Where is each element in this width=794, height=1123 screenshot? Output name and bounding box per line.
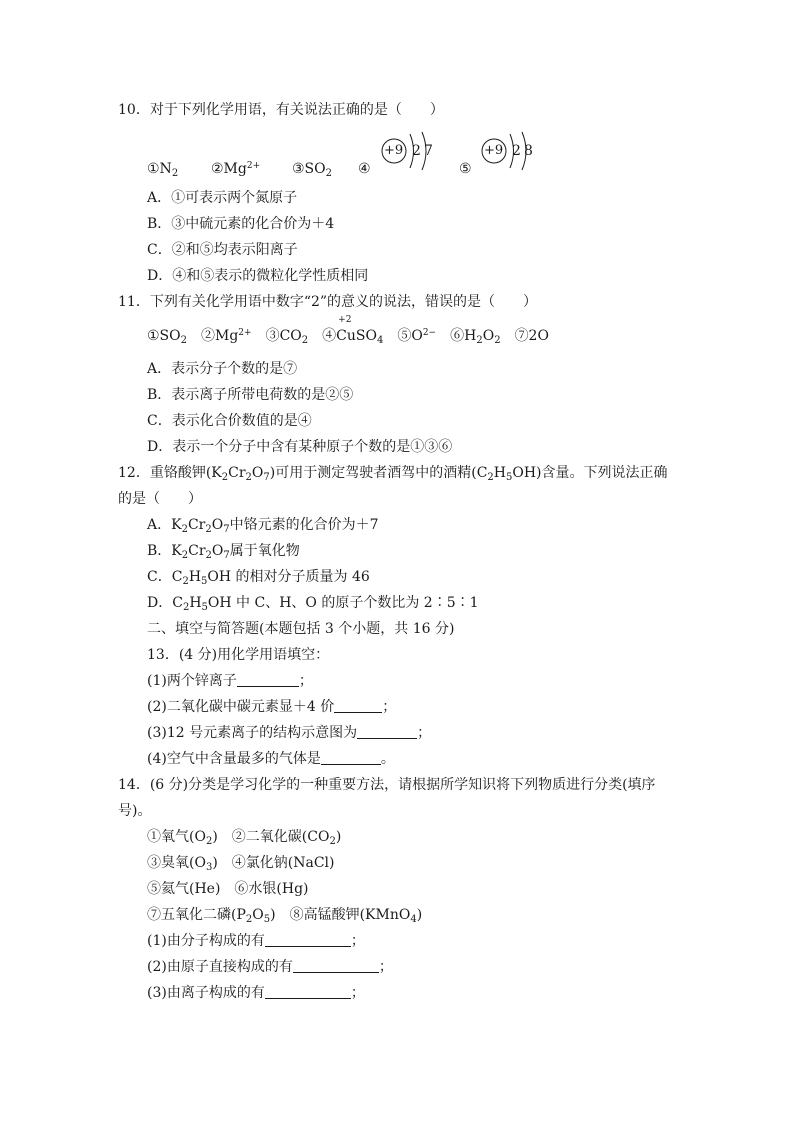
q13-part1: (1)两个锌离子 ； — [147, 673, 313, 689]
q13-part2: (2)二氧化碳中碳元素显＋4 价 ； — [147, 699, 397, 715]
q12-option-c: C．$C_2H_5OH$ 的相对分子质量为 46 — [147, 569, 370, 587]
q14-part3: (3)由离子构成的有 ； — [147, 985, 365, 1001]
q14-row2: ③臭氧$(O_3)$ ④氯化钠(NaCl) — [147, 855, 335, 873]
q10-option-d: D．④和⑤表示的微粒化学性质相同 — [147, 268, 369, 284]
q10-option-c: C．②和⑤均表示阳离子 — [147, 242, 298, 258]
q11-items: $①SO_2$ $②Mg^{2+}$ $③CO_2$ ④ +2 CuSO$_4$ $⑤O^{2-}$ $⑥H_2O_2$ ⑦2O — [147, 315, 549, 346]
answer-blank[interactable] — [293, 959, 379, 973]
answer-blank[interactable] — [237, 673, 299, 687]
atom-structure-diagram-4 — [380, 128, 440, 178]
atom-structure-diagram-5 — [480, 128, 540, 178]
q12-option-b: B．$K_2Cr_2O_7$属于氧化物 — [147, 543, 300, 561]
q13-part3: (3)12 号元素离子的结构示意图为 ； — [147, 725, 432, 741]
answer-blank[interactable] — [265, 985, 351, 999]
atom5-nucleus: +9 — [484, 143, 504, 158]
q12-option-a: A．$K_2Cr_2O_7$中铬元素的化合价为＋7 — [147, 517, 379, 535]
q10-item1: $①N_2$ — [147, 161, 179, 179]
q14-row3: ⑤氦气(He) ⑥水银(Hg) — [147, 881, 309, 897]
q10-item5-label: ⑤ — [459, 161, 472, 177]
q11-option-d: D．表示一个分子中含有某种原子个数的是①③⑥ — [147, 439, 453, 455]
q14-stem-line2: 号)。 — [118, 803, 152, 819]
atom4-shell2: 7 — [424, 143, 433, 159]
answer-blank[interactable] — [321, 751, 381, 765]
q11-stem: 11．下列有关化学用语中数字“2”的意义的说法，错误的是（ ） — [118, 294, 538, 310]
q11-option-a: A．表示分子个数的是⑦ — [147, 361, 298, 377]
q14-row1: ①氧气$(O_2)$ ②二氧化碳$(CO_2)$ — [147, 829, 342, 847]
q12-option-d: D．$C_2H_5OH$ 中 C、H、O 的原子个数比为 2∶5∶1 — [147, 595, 479, 613]
q10-item3: $③SO_2$ — [292, 161, 332, 179]
atom5-shell2: 8 — [524, 143, 533, 159]
atom4-shell1: 2 — [412, 143, 421, 159]
q13-part4: (4)空气中含量最多的气体是 。 — [147, 751, 395, 767]
answer-blank[interactable] — [357, 725, 417, 739]
q14-part1: (1)由分子构成的有 ； — [147, 933, 365, 949]
q10-item2: $②Mg^{2+}$ — [211, 161, 261, 177]
answer-blank[interactable] — [334, 699, 382, 713]
q14-row4: ⑦五氧化二磷$(P_2O_5)$ ⑧高锰酸钾(KMnO$_4$) — [147, 907, 423, 925]
q12-stem-line2: 的是（ ） — [118, 491, 202, 507]
q10-stem: 10．对于下列化学用语，有关说法正确的是（ ） — [118, 102, 444, 118]
q14-stem: 14．(6 分)分类是学习化学的一种重要方法，请根据所学知识将下列物质进行分类(填序 — [118, 777, 656, 793]
q10-option-b: B．③中硫元素的化合价为＋4 — [147, 216, 335, 232]
q11-option-c: C．表示化合价数值的是④ — [147, 413, 312, 429]
q13-stem: 13．(4 分)用化学用语填空： — [147, 647, 330, 663]
q10-item4-label: ④ — [358, 161, 371, 177]
q11-option-b: B．表示离子所带电荷数的是②⑤ — [147, 387, 354, 403]
atom4-nucleus: +9 — [384, 143, 404, 158]
q12-stem: 12．重铬酸钾$(K_2Cr_2O_7)$可用于测定驾驶者酒驾中的酒精$(C_2H_5OH)$含量。下列说法正确 — [118, 465, 668, 483]
q14-part2: (2)由原子直接构成的有 ； — [147, 959, 393, 975]
section-heading: 二、填空与简答题(本题包括 3 个小题，共 16 分) — [147, 621, 455, 637]
answer-blank[interactable] — [265, 933, 351, 947]
q10-option-a: A．①可表示两个氮原子 — [147, 190, 298, 206]
atom5-shell1: 2 — [512, 143, 521, 159]
